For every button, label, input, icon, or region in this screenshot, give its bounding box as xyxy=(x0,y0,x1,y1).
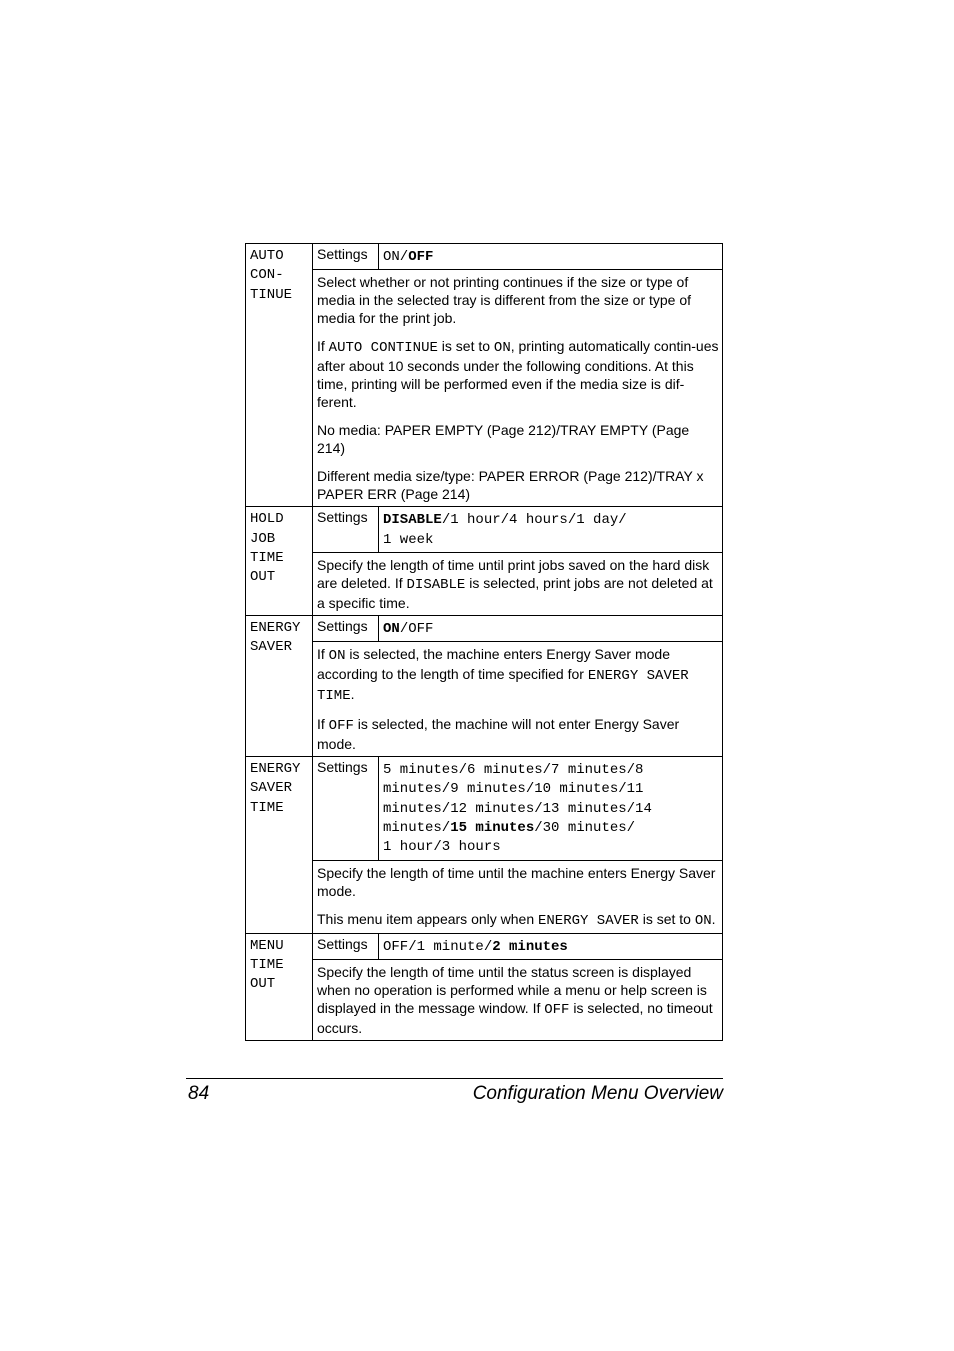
settings-value: OFF/1 minute/2 minutes xyxy=(379,933,723,959)
settings-value: 5 minutes/6 minutes/7 minutes/8 minutes/9 minutes/10 minutes/11 minutes/12 minutes/13 minutes/14 minutes/15 minutes/30 minutes/ 1 hour/3 hours xyxy=(379,757,723,860)
item-name-cell xyxy=(246,615,313,756)
item-name-cell xyxy=(246,933,313,1040)
settings-label: Settings xyxy=(313,507,379,553)
settings-label: Settings xyxy=(313,244,379,270)
settings-label: Settings xyxy=(313,933,379,959)
table-row xyxy=(246,642,723,757)
table-row xyxy=(246,860,723,933)
item-name: HOLD JOB TIME OUT xyxy=(250,511,284,586)
item-description: Select whether or not printing continues if the size or type of media in the selected tray is different from the size or type of media for the print job. If AUTO CONTINUE is set to ON, printing automatically contin-ues after about 10 seconds under the following conditions. At this time, printing will be performed even if the media size is dif-ferent. No media: PAPER EMPTY (Page 212)/TRAY EMPTY (Page 214) Different media size/type: PAPER ERROR (Page 212)/TRAY x PAPER ERR (Page 214) xyxy=(313,270,723,507)
item-description: Specify the length of time until the status screen is displayed when no operation is performed while a menu or help screen is displayed in the message window. If OFF is selected, no timeout occurs. xyxy=(313,959,723,1040)
table-row xyxy=(246,933,723,959)
settings-table xyxy=(245,243,723,1041)
item-description: If ON is selected, the machine enters Energy Saver mode according to the length of time specified for ENERGY SAVER TIME. If OFF is selected, the machine will not enter Energy Saver mode. xyxy=(313,642,723,757)
settings-label: Settings xyxy=(313,757,379,860)
item-name: AUTO CON- TINUE xyxy=(250,248,293,303)
item-description: Specify the length of time until print jobs saved on the hard disk are deleted. If DISABLE is selected, print jobs are not deleted at a specific time. xyxy=(313,552,723,615)
table-row xyxy=(246,959,723,1040)
footer-rule xyxy=(186,1078,723,1079)
page-number: 84 xyxy=(188,1083,210,1104)
item-name-cell xyxy=(246,507,313,616)
settings-label: Settings xyxy=(313,615,379,641)
item-name: ENERGY SAVER xyxy=(250,619,301,656)
table-row xyxy=(246,244,723,270)
table-row xyxy=(246,615,723,641)
settings-value: ON/OFF xyxy=(379,615,723,641)
item-description: Specify the length of time until the machine enters Energy Saver mode. This menu item appears only when ENERGY SAVER is set to ON. xyxy=(313,860,723,933)
table-row xyxy=(246,270,723,507)
item-name: ENERGY SAVER TIME xyxy=(250,761,301,816)
item-name-cell xyxy=(246,757,313,933)
settings-value: DISABLE/1 hour/4 hours/1 day/ 1 week xyxy=(379,507,723,553)
table-row xyxy=(246,757,723,860)
table-row xyxy=(246,552,723,615)
item-name-cell xyxy=(246,244,313,507)
item-name: MENU TIME OUT xyxy=(250,937,284,993)
table-row xyxy=(246,507,723,553)
settings-value: ON/OFF xyxy=(379,244,723,270)
section-title: Configuration Menu Overview xyxy=(472,1083,723,1104)
